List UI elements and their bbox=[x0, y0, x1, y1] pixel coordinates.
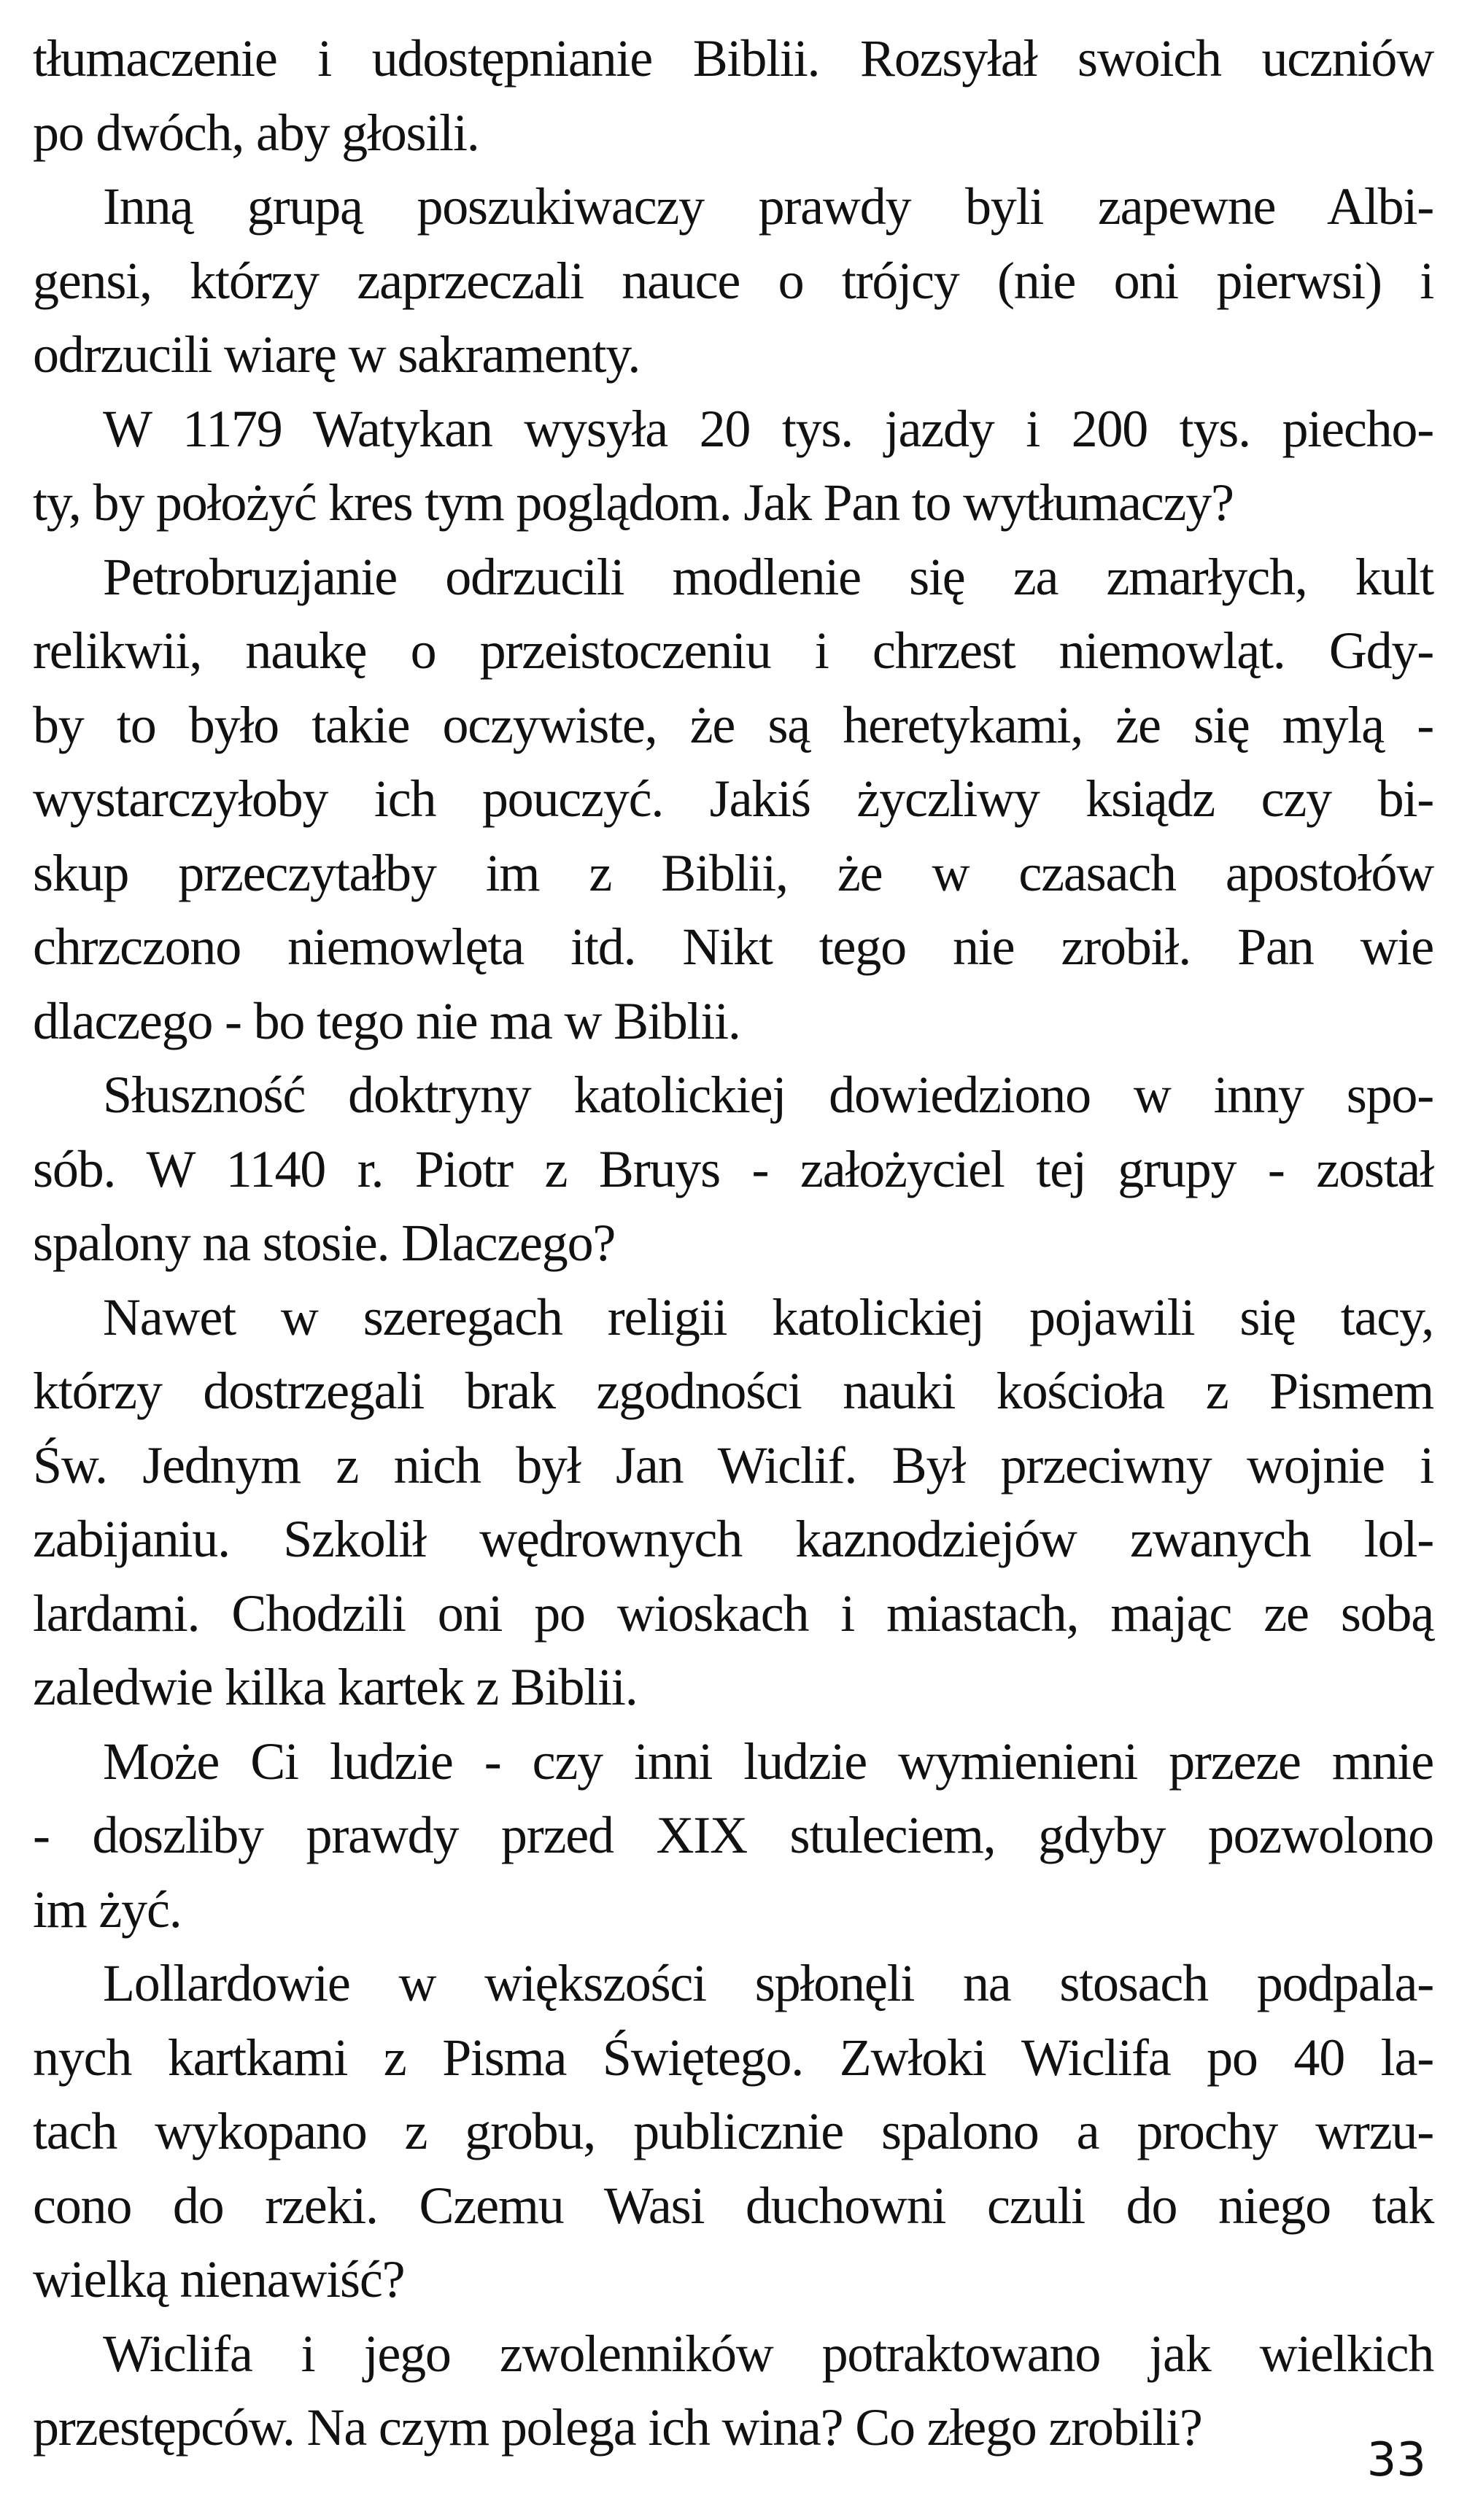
text-line: gensi, którzy zaprzeczali nauce o trójcy (nie oni pierwsi) i bbox=[33, 251, 1433, 310]
text-line: relikwii, naukę o przeistoczeniu i chrzest niemowląt. Gdy- bbox=[33, 621, 1433, 680]
text-line: by to było takie oczywiste, że są heretykami, że się mylą - bbox=[33, 695, 1433, 754]
text-line: zabijaniu. Szkolił wędrownych kaznodziejów zwanych lol- bbox=[33, 1510, 1433, 1568]
text-line: zaledwie kilka kartek z Biblii. bbox=[33, 1658, 638, 1716]
text-line: nych kartkami z Pisma Świętego. Zwłoki Wiclifa po 40 la- bbox=[33, 2028, 1433, 2087]
text-line: którzy dostrzegali brak zgodności nauki kościoła z Pismem bbox=[33, 1362, 1433, 1420]
paragraph-first-line: Lollardowie w większości spłonęli na stosach podpala- bbox=[103, 1954, 1433, 2012]
text-line: - doszliby prawdy przed XIX stuleciem, gdyby pozwolono bbox=[33, 1806, 1433, 1864]
text-line: wystarczyłoby ich pouczyć. Jakiś życzliwy ksiądz czy bi- bbox=[33, 769, 1433, 828]
paragraph-first-line: Może Ci ludzie - czy inni ludzie wymienieni przeze mnie bbox=[103, 1732, 1433, 1791]
text-line: sób. W 1140 r. Piotr z Bruys - założyciel tej grupy - został bbox=[33, 1139, 1433, 1198]
text-line: lardami. Chodzili oni po wioskach i miastach, mając ze sobą bbox=[33, 1583, 1433, 1643]
text-line: po dwóch, aby głosili. bbox=[33, 103, 479, 162]
text-line: skup przeczytałby im z Biblii, że w czasach apostołów bbox=[33, 843, 1433, 902]
page-number: 33 bbox=[1366, 2433, 1426, 2487]
text-line: ty, by położyć kres tym poglądom. Jak Pan to wytłumaczy? bbox=[33, 473, 1234, 532]
text-line: wielką nienawiść? bbox=[33, 2250, 405, 2308]
text-line: tłumaczenie i udostępnianie Biblii. Rozsyłał swoich uczniów bbox=[33, 29, 1433, 88]
text-line: tach wykopano z grobu, publicznie spalono a prochy wrzu- bbox=[33, 2102, 1433, 2160]
text-line: dlaczego - bo tego nie ma w Biblii. bbox=[33, 991, 740, 1050]
text-line: przestępców. Na czym polega ich wina? Co złego zrobili? bbox=[33, 2398, 1202, 2457]
text-line: odrzucili wiarę w sakramenty. bbox=[33, 325, 641, 384]
paragraph-first-line: Nawet w szeregach religii katolickiej pojawili się tacy, bbox=[103, 1287, 1433, 1346]
paragraph-first-line: Słuszność doktryny katolickiej dowiedziono w inny spo- bbox=[103, 1066, 1433, 1124]
paragraph-first-line: Wiclifa i jego zwolenników potraktowano jak wielkich bbox=[103, 2324, 1433, 2383]
paragraph-first-line: Petrobruzjanie odrzucili modlenie się za zmarłych, kult bbox=[103, 547, 1433, 606]
body-text bbox=[33, 22, 1433, 2465]
text-line: im żyć. bbox=[33, 1880, 182, 1939]
text-line: spalony na stosie. Dlaczego? bbox=[33, 1214, 616, 1272]
paragraph-first-line: W 1179 Watykan wysyła 20 tys. jazdy i 200 tys. piecho- bbox=[103, 399, 1433, 458]
paragraph-first-line: Inną grupą poszukiwaczy prawdy byli zapewne Albi- bbox=[103, 177, 1433, 236]
text-line: cono do rzeki. Czemu Wasi duchowni czuli do niego tak bbox=[33, 2176, 1433, 2235]
text-line: chrzczono niemowlęta itd. Nikt tego nie zrobił. Pan wie bbox=[33, 918, 1433, 976]
text-line: Św. Jednym z nich był Jan Wiclif. Był przeciwny wojnie i bbox=[33, 1435, 1433, 1494]
